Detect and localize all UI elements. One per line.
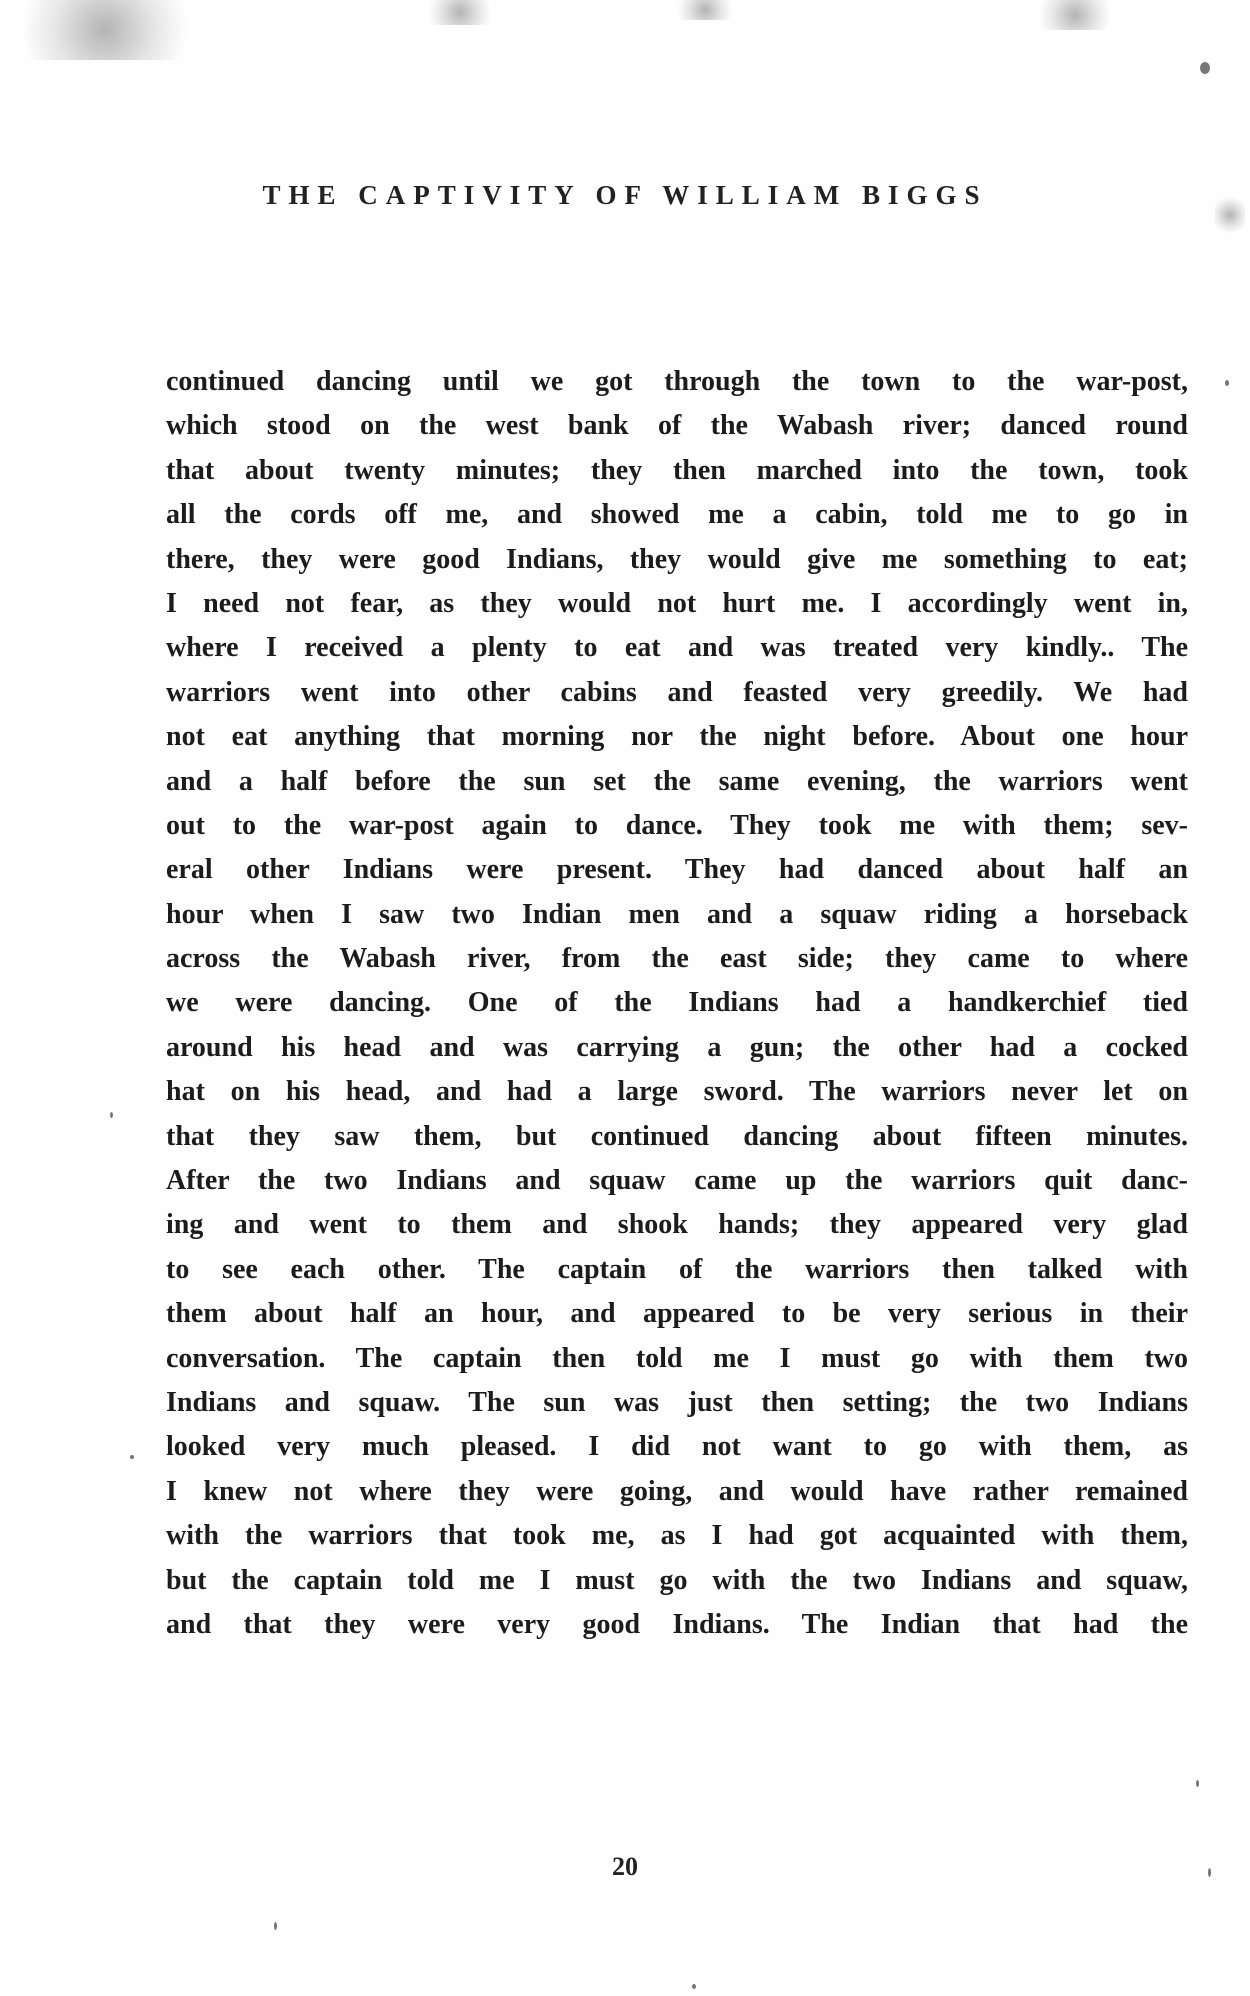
text-line: eral other Indians were present. They had danced about half an bbox=[166, 854, 1188, 886]
body-text bbox=[166, 360, 1188, 1647]
text-line: across the Wabash river, from the east side; they came to where bbox=[166, 943, 1188, 975]
text-line: Indians and squaw. The sun was just then setting; the two Indians bbox=[166, 1386, 1188, 1418]
scan-speck bbox=[1200, 62, 1210, 74]
text-line: After the two Indians and squaw came up the warriors quit danc- bbox=[166, 1165, 1188, 1197]
text-line: all the cords off me, and showed me a cabin, told me to go in bbox=[166, 499, 1188, 531]
text-line: but the captain told me I must go with the two Indians and squaw, bbox=[166, 1564, 1188, 1596]
text-line: there, they were good Indians, they would give me something to eat; bbox=[166, 543, 1188, 575]
text-line: where I received a plenty to eat and was treated very kindly.. The bbox=[166, 632, 1188, 664]
scan-smudge-top-right bbox=[1030, 0, 1120, 30]
text-line: with the warriors that took me, as I had got acquainted with them, bbox=[166, 1520, 1188, 1552]
text-line: them about half an hour, and appeared to be very serious in their bbox=[166, 1298, 1188, 1330]
text-line: around his head and was carrying a gun; the other had a cocked bbox=[166, 1031, 1188, 1063]
scan-speck bbox=[110, 1112, 113, 1118]
text-line: out to the war-post again to dance. They took me with them; sev- bbox=[166, 809, 1188, 841]
running-head: THE CAPTIVITY OF WILLIAM BIGGS bbox=[262, 180, 988, 210]
text-line: which stood on the west bank of the Wabash river; danced round bbox=[166, 410, 1188, 442]
text-line: not eat anything that morning nor the night before. About one hour bbox=[166, 721, 1188, 753]
text-line: warriors went into other cabins and feasted very greedily. We had bbox=[166, 676, 1188, 708]
text-line: we were dancing. One of the Indians had a handkerchief tied bbox=[166, 987, 1188, 1019]
page-number: 20 bbox=[612, 1852, 638, 1881]
text-line: to see each other. The captain of the warriors then talked with bbox=[166, 1253, 1188, 1285]
text-line: that about twenty minutes; they then marched into the town, took bbox=[166, 454, 1188, 486]
text-line: that they saw them, but continued dancing about fifteen minutes. bbox=[166, 1120, 1188, 1152]
text-line: ing and went to them and shook hands; they appeared very glad bbox=[166, 1209, 1188, 1241]
text-line: hour when I saw two Indian men and a squaw riding a horseback bbox=[166, 898, 1188, 930]
text-line: continued dancing until we got through the town to the war-post, bbox=[166, 366, 1188, 397]
text-line: hat on his head, and had a large sword. The warriors never let on bbox=[166, 1076, 1188, 1108]
scan-speck bbox=[1196, 1780, 1199, 1787]
scan-speck bbox=[692, 1984, 696, 1989]
scan-smudge-top-mid bbox=[670, 0, 740, 20]
text-line: and that they were very good Indians. The Indian that had the bbox=[166, 1608, 1188, 1640]
text-line: conversation. The captain then told me I must go with them two bbox=[166, 1342, 1188, 1374]
scan-speck bbox=[130, 1455, 134, 1459]
scan-smudge-top-left bbox=[0, 0, 210, 60]
scan-smudge-top-center bbox=[420, 0, 500, 25]
scan-speck bbox=[1225, 380, 1229, 386]
text-line: I knew not where they were going, and would have rather remained bbox=[166, 1475, 1188, 1507]
text-line: I need not fear, as they would not hurt me. I accordingly went in, bbox=[166, 587, 1188, 619]
text-line: looked very much pleased. I did not want to go with them, as bbox=[166, 1431, 1188, 1463]
scan-speck bbox=[274, 1922, 277, 1930]
text-line: and a half before the sun set the same evening, the warriors went bbox=[166, 765, 1188, 797]
